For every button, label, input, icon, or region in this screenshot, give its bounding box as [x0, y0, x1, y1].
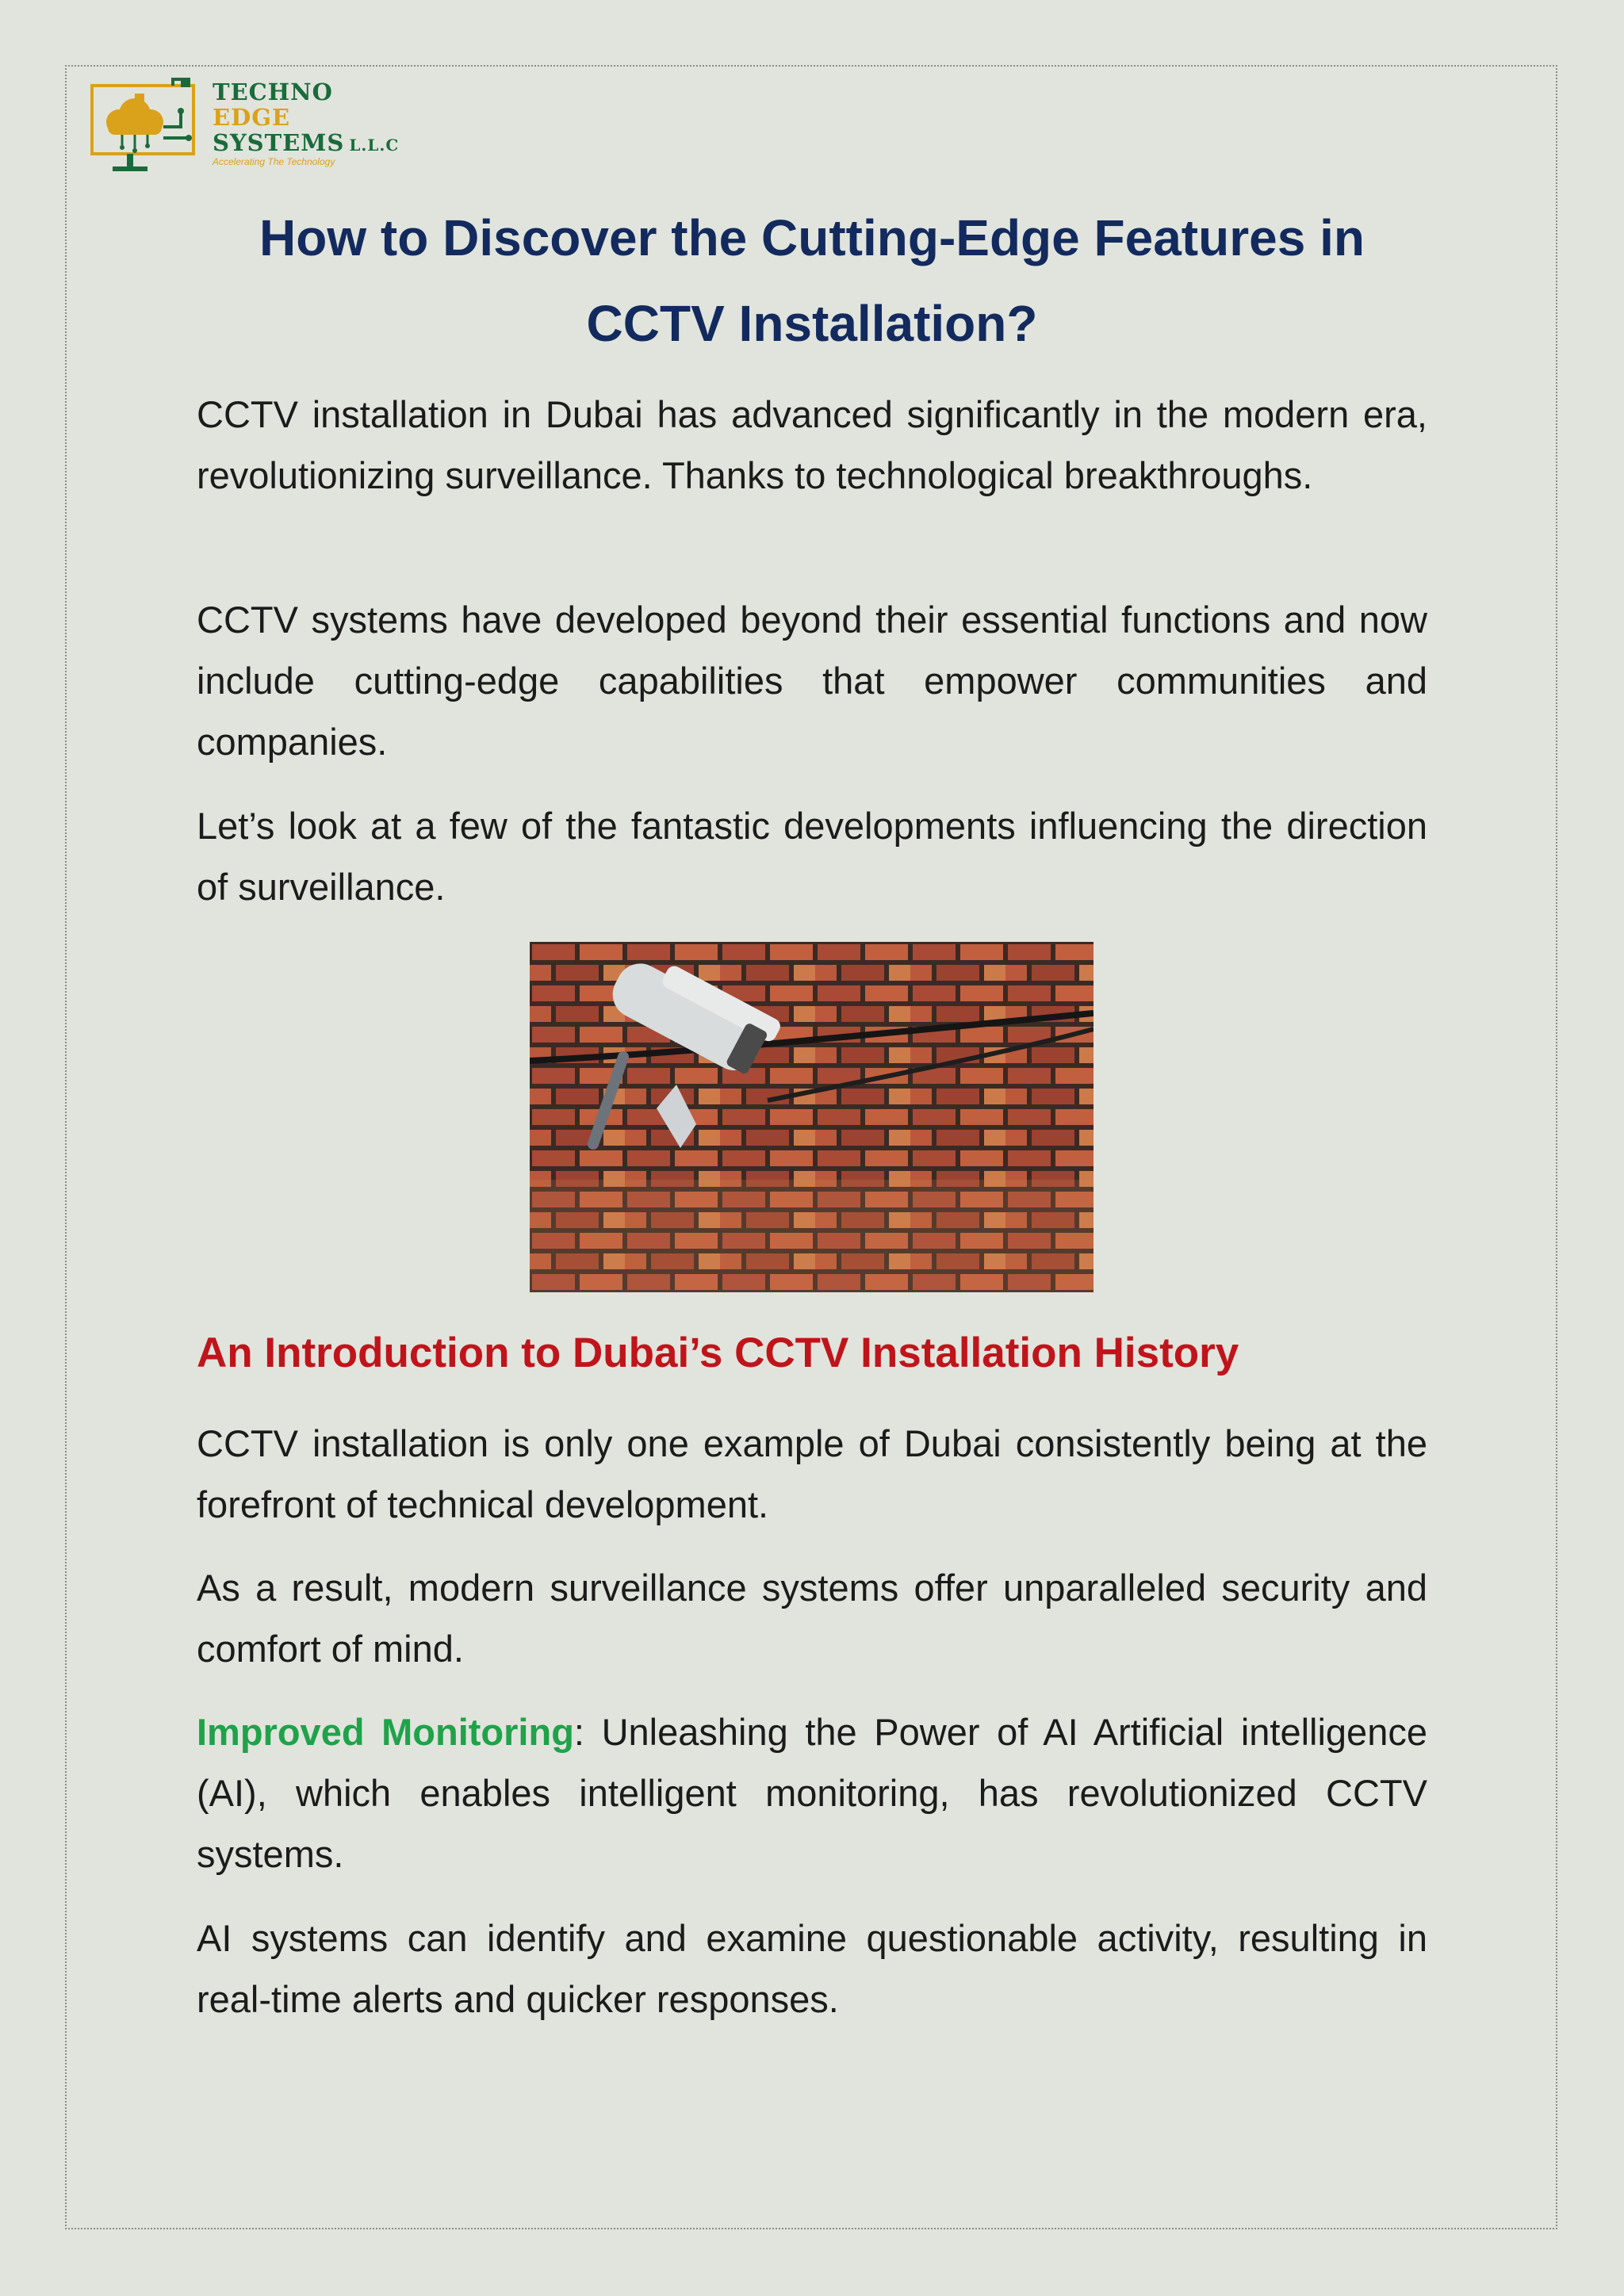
logo-suffix: L.L.C — [349, 136, 400, 155]
section-paragraph-1: CCTV installation is only one example of Dubai consistently being at the forefront of technical development. — [197, 1422, 1427, 1525]
section-paragraph-2: As a result, modern surveillance systems offer unparalleled security and comfort of mind. — [197, 1567, 1427, 1670]
section-block-3 — [197, 1701, 1427, 1885]
section-paragraph-4: AI systems can identify and examine questionable activity, resulting in real-time alerts and quicker responses. — [197, 1917, 1427, 2020]
logo-line-2: EDGE — [213, 104, 291, 131]
logo-line-3 — [213, 130, 399, 158]
section-block-2 — [197, 1557, 1427, 1679]
title-line-2: CCTV Installation? — [586, 295, 1038, 352]
intro-paragraph-1: CCTV installation in Dubai has advanced significantly in the modern era, revolutionizing surveillance. Thanks to technological breakthroughs. — [197, 393, 1427, 496]
improved-monitoring-highlight: Improved Monitoring — [197, 1711, 574, 1753]
intro-section — [197, 384, 1427, 506]
section-block-1 — [197, 1413, 1427, 1535]
company-logo — [87, 76, 420, 179]
title-line-1: How to Discover the Cutting-Edge Features in — [259, 209, 1365, 266]
section-paragraph-3-text: : Unleashing the Power of AI Artificial intelligence (AI), which enables intelligent monitoring, has revolutionized CCTV systems. — [197, 1711, 1427, 1875]
intro-paragraph-2: CCTV systems have developed beyond their essential functions and now include cutting-edge capabilities that empower communities and companies. — [197, 599, 1427, 763]
logo-line-3-text: SYSTEMS — [213, 129, 345, 156]
section-paragraph-3 — [197, 1701, 1427, 1885]
logo-wordmark — [213, 79, 399, 167]
section-heading: An Introduction to Dubai’s CCTV Installation History — [197, 1330, 1239, 1376]
intro-block-2 — [197, 589, 1427, 772]
logo-tagline: Accelerating The Technology — [213, 156, 335, 167]
section-block-4 — [197, 1908, 1427, 2030]
intro-block-3 — [197, 795, 1427, 917]
logo-icon — [87, 76, 206, 179]
cctv-camera-image — [530, 942, 1094, 1292]
cctv-camera-photo — [530, 942, 1094, 1292]
intro-paragraph-3: Let’s look at a few of the fantastic developments influencing the direction of surveillance. — [197, 805, 1427, 908]
history-heading-block — [197, 1326, 1427, 1381]
page-title — [198, 195, 1426, 366]
logo-line-1: TECHNO — [213, 78, 333, 105]
